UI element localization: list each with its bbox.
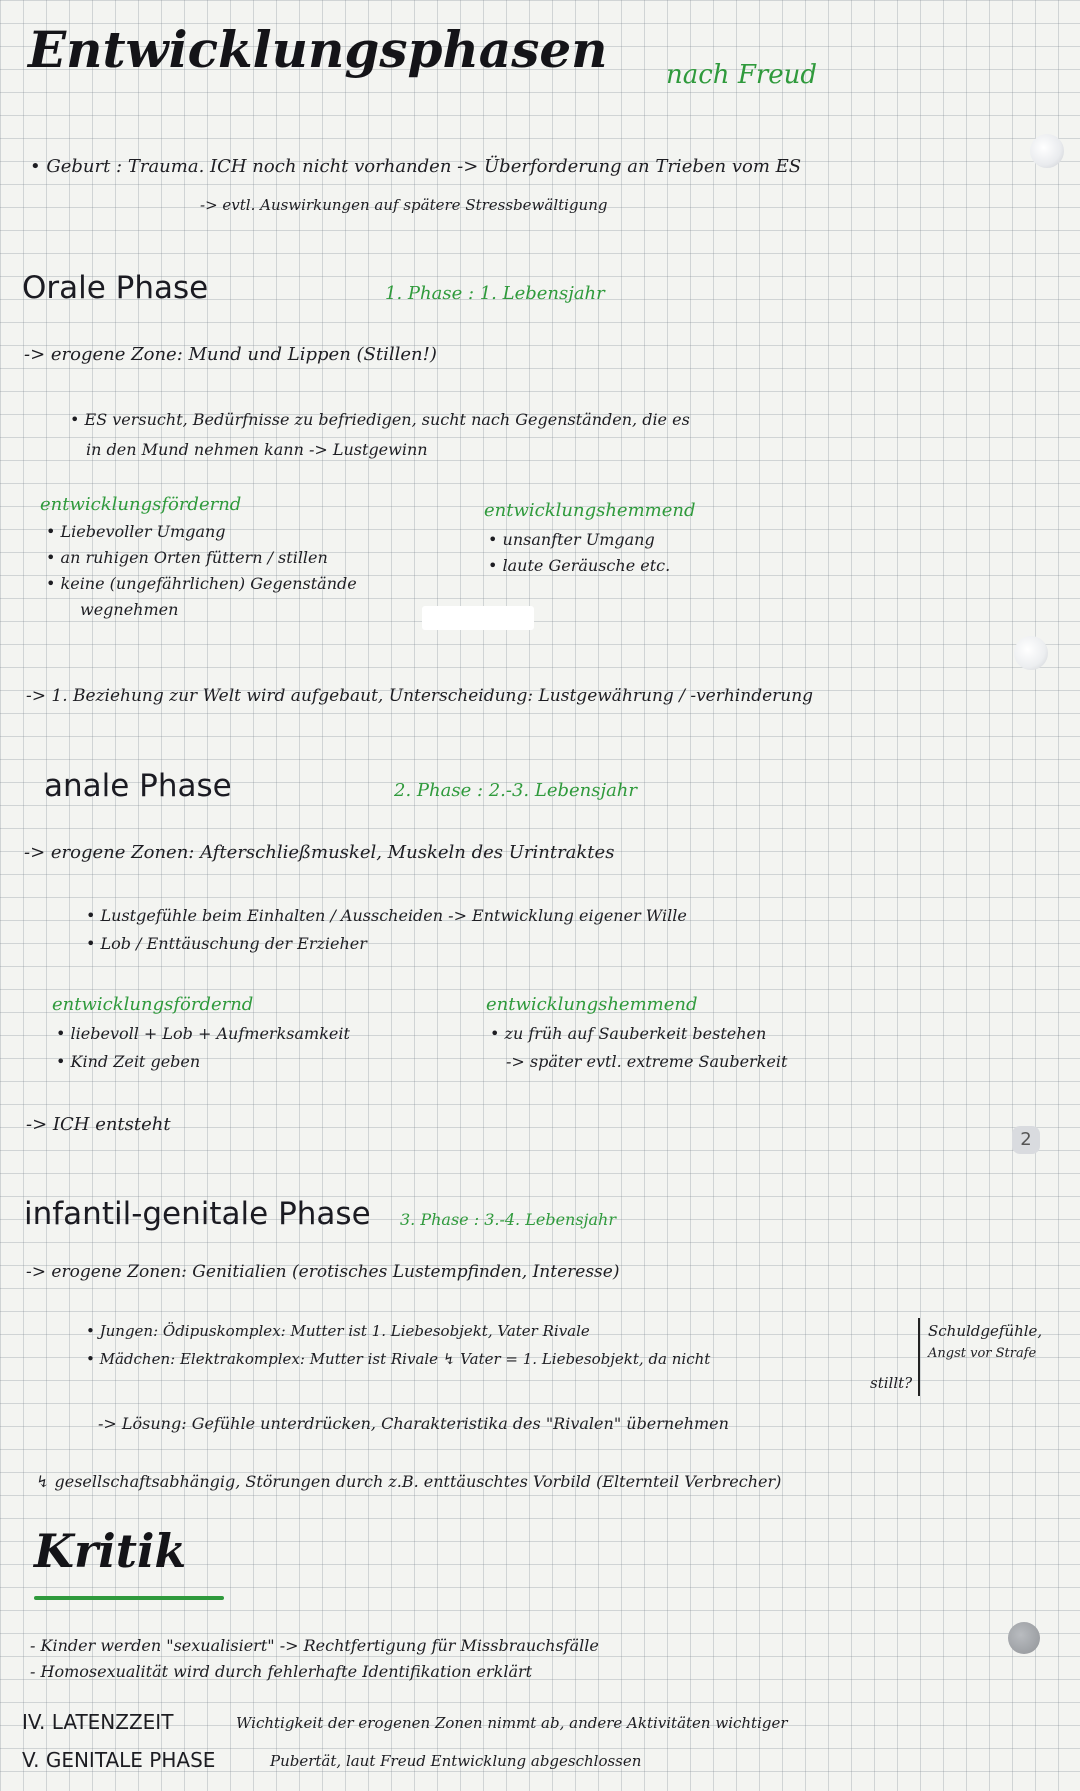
genital-side-note-2: Angst vor Strafe xyxy=(928,1346,1037,1361)
title-suffix: nach Freud xyxy=(666,60,818,90)
kritik-underline xyxy=(34,1596,224,1600)
side-divider xyxy=(918,1318,920,1396)
binder-hole xyxy=(1030,134,1064,168)
anal-result: -> ICH entsteht xyxy=(26,1114,171,1135)
anal-foerdernd-title: entwicklungsfördernd xyxy=(52,994,254,1015)
anal-phase-label: 2. Phase : 2.-3. Lebensjahr xyxy=(394,780,637,801)
binder-hole xyxy=(1014,636,1048,670)
oral-zone: -> erogene Zone: Mund und Lippen (Stillen!) xyxy=(24,344,437,365)
page-number-badge: 2 xyxy=(1012,1126,1040,1154)
oral-hemmend-item: • laute Geräusche etc. xyxy=(488,556,671,575)
oral-foerdernd-item: • keine (ungefährlichen) Gegenstände xyxy=(46,574,357,593)
genital-loesung: -> Lösung: Gefühle unterdrücken, Charakteristika des "Rivalen" übernehmen xyxy=(98,1414,729,1433)
whiteout-patch xyxy=(422,606,534,630)
genital-gesellschaft: ↯ gesellschaftsabhängig, Störungen durch z.B. enttäuschtes Vorbild (Elternteil Verbrecher) xyxy=(36,1472,782,1491)
oral-phase-label: 1. Phase : 1. Lebensjahr xyxy=(385,283,605,304)
genitale-phase-text: Pubertät, laut Freud Entwicklung abgeschlossen xyxy=(270,1752,642,1770)
oral-foerdernd-title: entwicklungsfördernd xyxy=(40,494,242,515)
genital-side-note-1: Schuldgefühle, xyxy=(928,1322,1043,1340)
anal-bullet-1: • Lustgefühle beim Einhalten / Ausscheiden -> Entwicklung eigener Wille xyxy=(86,906,687,925)
anal-hemmend-title: entwicklungshemmend xyxy=(486,994,698,1015)
genital-zone: -> erogene Zonen: Genitialien (erotisches Lustempfinden, Interesse) xyxy=(26,1262,620,1282)
oral-bullet-1: • ES versucht, Bedürfnisse zu befriedigen, sucht nach Gegenständen, die es xyxy=(70,410,690,429)
anal-foerdernd-item: • Kind Zeit geben xyxy=(56,1052,201,1071)
anal-bullet-2: • Lob / Enttäuschung der Erzieher xyxy=(86,934,367,953)
oral-foerdernd-item: • an ruhigen Orten füttern / stillen xyxy=(46,548,328,567)
oral-result: -> 1. Beziehung zur Welt wird aufgebaut, Unterscheidung: Lustgewährung / -verhinderung xyxy=(26,686,814,706)
kritik-heading: Kritik xyxy=(34,1524,187,1578)
binder-hole xyxy=(1008,1622,1040,1654)
genital-phase-label: 3. Phase : 3.-4. Lebensjahr xyxy=(400,1210,616,1229)
genital-heading: infantil-genitale Phase xyxy=(24,1196,371,1232)
genital-bullet-1: • Jungen: Ödipuskomplex: Mutter ist 1. Liebesobjekt, Vater Rivale xyxy=(86,1322,590,1340)
kritik-item: - Homosexualität wird durch fehlerhafte Identifikation erklärt xyxy=(30,1662,533,1681)
anal-hemmend-item: -> später evtl. extreme Sauberkeit xyxy=(506,1052,788,1071)
latenz-label: IV. LATENZZEIT xyxy=(22,1710,174,1734)
oral-bullet-1b: in den Mund nehmen kann -> Lustgewinn xyxy=(86,440,428,459)
anal-heading: anale Phase xyxy=(44,768,232,804)
latenz-text: Wichtigkeit der erogenen Zonen nimmt ab, andere Aktivitäten wichtiger xyxy=(236,1714,788,1732)
kritik-item: - Kinder werden "sexualisiert" -> Rechtfertigung für Missbrauchsfälle xyxy=(30,1636,599,1655)
geburt-line-2: -> evtl. Auswirkungen auf spätere Stressbewältigung xyxy=(200,196,608,214)
anal-zone: -> erogene Zonen: Afterschließmuskel, Muskeln des Urintraktes xyxy=(24,842,615,863)
anal-foerdernd-item: • liebevoll + Lob + Aufmerksamkeit xyxy=(56,1024,350,1043)
oral-heading: Orale Phase xyxy=(22,270,209,306)
oral-hemmend-item: • unsanfter Umgang xyxy=(488,530,655,549)
genital-bullet-2: • Mädchen: Elektrakomplex: Mutter ist Rivale ↯ Vater = 1. Liebesobjekt, da nicht xyxy=(86,1350,711,1368)
oral-foerdernd-item: • Liebevoller Umgang xyxy=(46,522,226,541)
page-title: Entwicklungsphasen xyxy=(28,20,608,79)
genitale-phase-label: V. GENITALE PHASE xyxy=(22,1748,216,1772)
geburt-line-1: • Geburt : Trauma. ICH noch nicht vorhanden -> Überforderung an Trieben vom ES xyxy=(30,156,802,177)
oral-hemmend-title: entwicklungshemmend xyxy=(484,500,696,521)
oral-foerdernd-item: wegnehmen xyxy=(80,600,179,619)
genital-bullet-2b: stillt? xyxy=(870,1374,913,1392)
anal-hemmend-item: • zu früh auf Sauberkeit bestehen xyxy=(490,1024,767,1043)
